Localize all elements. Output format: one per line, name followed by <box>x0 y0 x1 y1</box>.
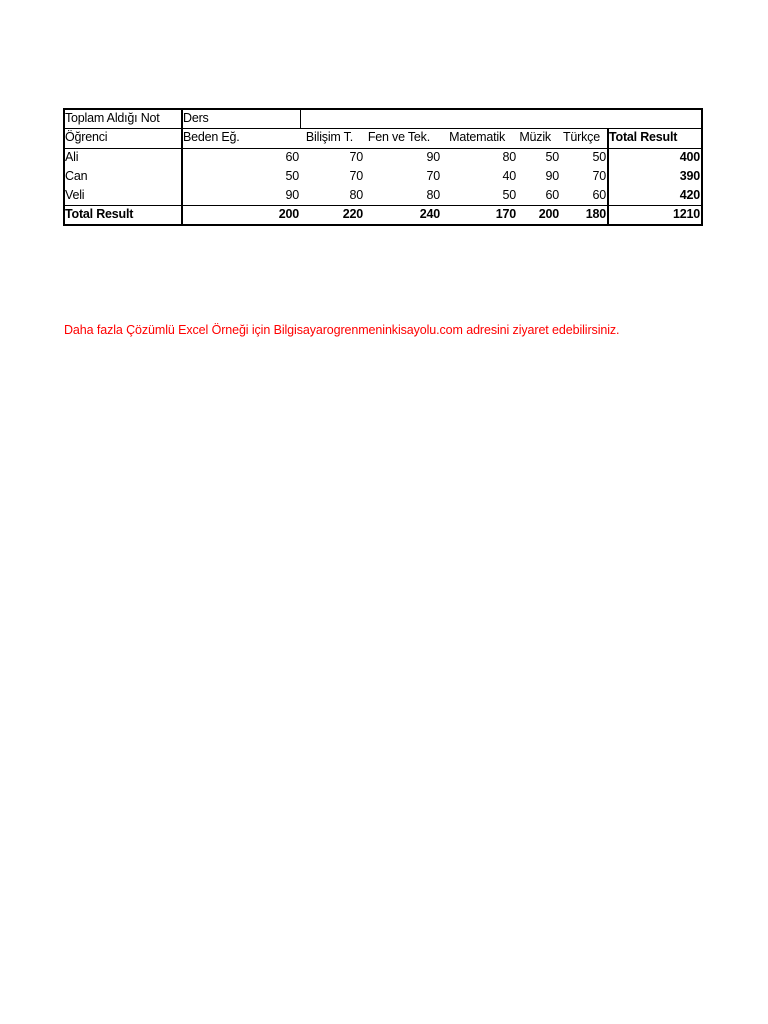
row-field-label: Öğrenci <box>65 130 108 144</box>
column-header: Beden Eğ. <box>183 130 240 144</box>
column-header: Fen ve Tek. <box>367 130 430 144</box>
data-cell: 80 <box>502 150 516 164</box>
grand-total-cell: 1210 <box>672 207 700 221</box>
column-total-cell: 170 <box>495 207 516 221</box>
data-cell: 60 <box>285 150 299 164</box>
data-cell: 60 <box>545 188 559 202</box>
data-cell: 70 <box>426 169 440 183</box>
data-cell: 50 <box>502 188 516 202</box>
ders-cell-divider <box>300 110 301 129</box>
data-cell: 60 <box>592 188 606 202</box>
row-total-cell: 390 <box>679 169 700 183</box>
column-header: Bilişim T. <box>305 130 353 144</box>
data-cell: 80 <box>426 188 440 202</box>
total-row-label: Total Result <box>65 207 134 221</box>
column-field-label: Ders <box>183 111 209 125</box>
data-cell: 90 <box>426 150 440 164</box>
pivot-corner-label: Toplam Aldığı Not <box>65 111 160 125</box>
promo-note: Daha fazla Çözümlü Excel Örneği için Bilgisayarogrenmeninkisayolu.com adresini ziyaret edebilirsiniz. <box>64 323 620 337</box>
data-cell: 50 <box>545 150 559 164</box>
column-total-cell: 240 <box>419 207 440 221</box>
column-header: Müzik <box>519 130 551 144</box>
total-column-header: Total Result <box>609 130 678 144</box>
column-total-cell: 220 <box>342 207 363 221</box>
data-cell: 90 <box>285 188 299 202</box>
data-cell: 70 <box>592 169 606 183</box>
column-header: Türkçe <box>562 130 600 144</box>
row-label: Veli <box>65 188 85 202</box>
data-cell: 70 <box>349 150 363 164</box>
row-total-cell: 420 <box>679 188 700 202</box>
data-cell: 40 <box>502 169 516 183</box>
data-cell: 80 <box>349 188 363 202</box>
column-header: Matematik <box>449 130 505 144</box>
data-cell: 90 <box>545 169 559 183</box>
row-label: Can <box>65 169 88 183</box>
row-total-cell: 400 <box>679 150 700 164</box>
row-label: Ali <box>65 150 79 164</box>
data-cell: 50 <box>285 169 299 183</box>
column-total-cell: 200 <box>538 207 559 221</box>
column-total-cell: 180 <box>585 207 606 221</box>
column-total-cell: 200 <box>278 207 299 221</box>
pivot-table <box>63 108 703 226</box>
data-cell: 70 <box>349 169 363 183</box>
data-cell: 50 <box>592 150 606 164</box>
